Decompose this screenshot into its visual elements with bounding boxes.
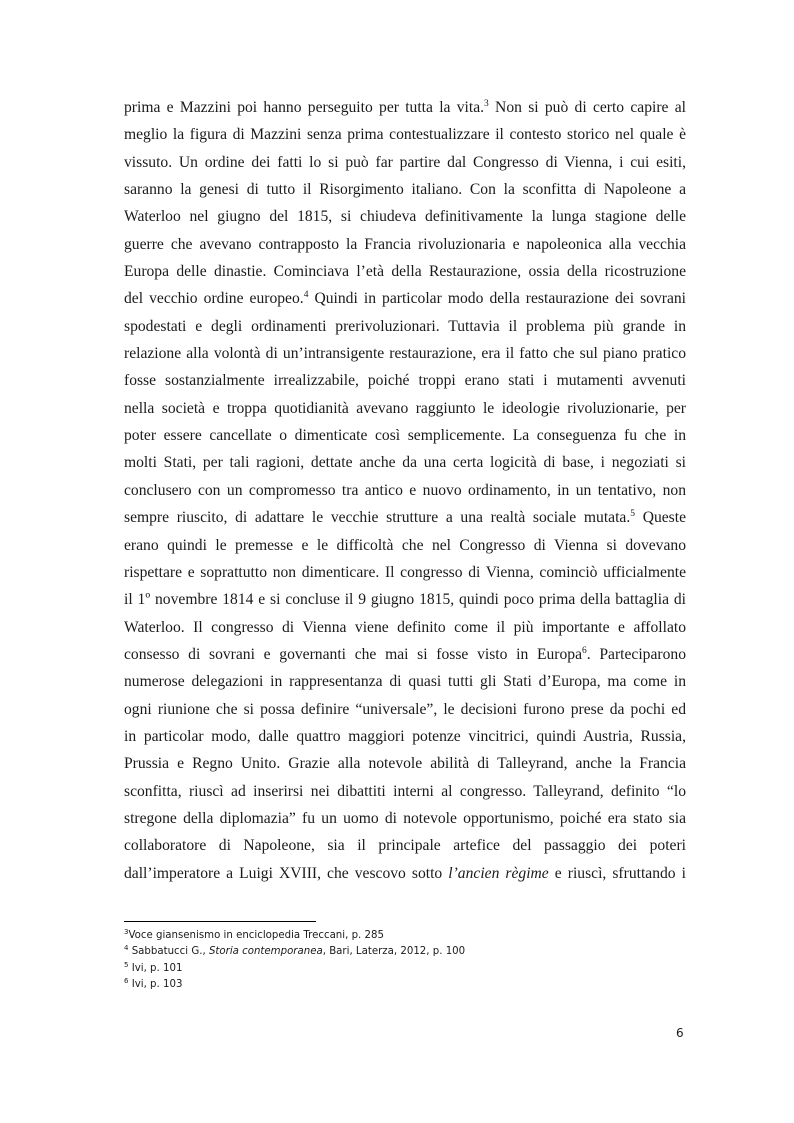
footnote: $^4$ Sabbatucci G., Storia contemporanea, Bari, Laterza, 2012, p. 100 <box>124 944 466 958</box>
body-text <box>124 94 686 887</box>
body-line: sconfitta, riuscì ad inserirsi nei dibattiti interni al congresso. Talleyrand, definito “lo <box>124 782 686 800</box>
body-line: numerose delegazioni in rappresentanza di quasi tutti gli Stati d’Europa, ma come in <box>124 673 686 691</box>
footnote: $^3$Voce giansenismo in enciclopedia Treccani, p. 285 <box>124 928 384 941</box>
body-line: fosse sostanzialmente irrealizzabile, poiché troppi erano stati i mutamenti avvenuti <box>124 372 686 390</box>
body-line: nella società e troppa quotidianità avevano raggiunto le ideologie rivoluzionarie, per <box>124 399 686 417</box>
body-line: meglio la figura di Mazzini senza prima contestualizzare il contesto storico nel quale è <box>124 126 686 144</box>
body-line: il 1º novembre 1814 e si concluse il 9 giugno 1815, quindi poco prima della battaglia di <box>124 591 686 609</box>
footnote: $^6$ Ivi, p. 103 <box>124 977 183 991</box>
body-line: in particolar modo, dalle quattro maggiori potenze vincitrici, quindi Austria, Russia, <box>124 727 686 745</box>
body-line: guerre che avevano contrapposto la Francia rivoluzionaria e napoleonica alla vecchia <box>124 235 686 253</box>
body-line: stregone della diplomazia” fu un uomo di notevole opportunismo, poiché era stato sia <box>124 809 686 827</box>
body-line: Waterloo nel giugno del 1815, si chiudeva definitivamente la lunga stagione delle <box>124 208 686 226</box>
body-line: relazione alla volontà di un’intransigente restaurazione, era il fatto che sul piano pratico <box>124 345 686 363</box>
footnote: $^5$ Ivi, p. 101 <box>124 960 183 974</box>
body-line: vissuto. Un ordine dei fatti lo si può far partire dal Congresso di Vienna, i cui esiti, <box>124 153 686 171</box>
body-line: rispettare e soprattutto non dimenticare. Il congresso di Vienna, cominciò ufficialmente <box>124 563 686 581</box>
body-line: spodestati e degli ordinamenti prerivoluzionari. Tuttavia il problema più grande in <box>124 317 686 335</box>
body-line: erano quindi le premesse e le difficoltà che nel Congresso di Vienna si dovevano <box>124 536 686 554</box>
page-number: 6 <box>676 1026 684 1040</box>
footnote-separator <box>124 921 316 922</box>
body-line: Waterloo. Il congresso di Vienna viene definito come il più importante e affollato <box>124 618 686 636</box>
body-line: molti Stati, per tali ragioni, dettate anche da una certa logicità di base, i negoziati si <box>124 454 686 472</box>
body-line: sempre riuscito, di adattare le vecchie strutture a una realtà sociale mutata.$^5$ Queste <box>124 509 686 527</box>
body-line: dall’imperatore a Luigi XVIII, che vescovo sotto l’ancien règime e riuscì, sfruttando i <box>124 864 686 882</box>
body-line: Europa delle dinastie. Cominciava l’età della Restaurazione, ossia della ricostruzione <box>124 263 686 281</box>
footnote-ref[interactable]: 5 <box>630 509 635 520</box>
footnote-ref[interactable]: 6 <box>582 645 587 656</box>
body-line: conclusero con un compromesso tra antico e nuovo ordinamento, in un tentativo, non <box>124 481 686 499</box>
footnotes <box>124 928 686 994</box>
body-line: ogni riunione che si possa definire “universale”, le decisioni furono prese da pochi ed <box>124 700 686 718</box>
body-line: Prussia e Regno Unito. Grazie alla notevole abilità di Talleyrand, anche la Francia <box>124 755 686 773</box>
body-line: consesso di sovrani e governanti che mai si fosse visto in Europa$^6$. Parteciparono <box>124 645 686 663</box>
body-line: collaboratore di Napoleone, sia il principale artefice del passaggio dei poteri <box>124 837 686 855</box>
footnote-ref[interactable]: 3 <box>484 99 489 109</box>
body-line: saranno la genesi di tutto il Risorgimento italiano. Con la sconfitta di Napoleone a <box>124 181 686 199</box>
body-line: prima e Mazzini poi hanno perseguito per tutta la vita.$^3$ Non si può di certo capire al <box>124 99 686 116</box>
footnote-ref[interactable]: 4 <box>303 290 309 301</box>
body-line: del vecchio ordine europeo.$^4$ Quindi in particolar modo della restaurazione dei sovrani <box>124 290 686 308</box>
body-line: poter essere cancellate o dimenticate così semplicemente. La conseguenza fu che in <box>124 427 686 445</box>
